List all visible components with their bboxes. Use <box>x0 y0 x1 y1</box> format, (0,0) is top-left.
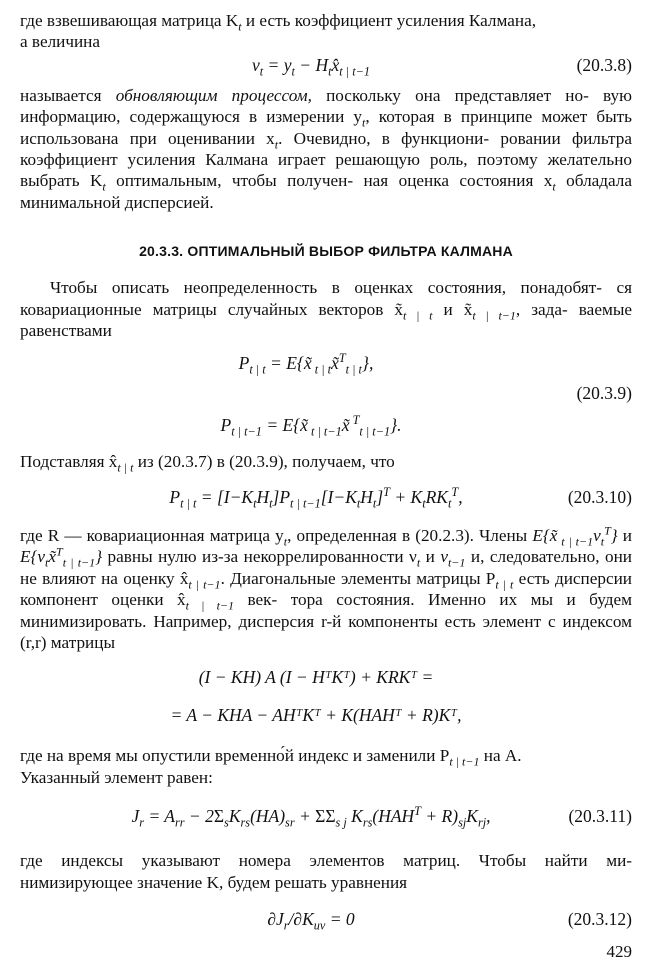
equation-formula: $\partial J_r/\partial K_{uv} = 0$ <box>267 908 355 933</box>
paragraph-intro: где взвешивающая матрица $K_t$ и есть коэффициент усиления Калмана, а величина <box>20 11 537 52</box>
paragraph-substituting: Подставляя $x̂_{t | t}$ из (20.3.7) в (20.3.9), получаем, что <box>20 452 395 475</box>
equation-number: (20.3.12) <box>567 908 632 929</box>
equation-number: (20.3.9) <box>576 383 632 404</box>
equation-number: (20.3.10) <box>567 486 632 507</box>
equation-number: (20.3.8) <box>576 54 632 75</box>
paragraph-covariance-r: где R — ковариационная матрица $y_t$, определенная в (20.2.3). Члены E{x̃ $_{t | t-1}\nu_t^T$} и $E\{\nu_tx̃^T_{t | t-1}\}$ равны нулю из-за некоррелированности $\nu_t$ и $\nu_{t-1}$ и, следовательно, они не влияют на оценку $x̂_{t | t-1}$. Диагональные элементы матрицы $P_{t | t}$ есть дисперсии компонент оценки $x̂_{t | t-1}$ век- тора состояния. Именно их мы и будем минимизировать. Например, дисперсия r-й компоненты есть элемент с индексом (r,r) матрицы <box>20 523 633 652</box>
section-heading: 20.3.3. ОПТИМАЛЬНЫЙ ВЫБОР ФИЛЬТРА КАЛМАНА <box>139 243 513 260</box>
equation-formula: $J_r = A_{rr} - 2\Sigma_sK_{rs}(HA)_{sr} + \Sigma\Sigma_{s j}$ $K_{rs}(HAH^T + R)_{sj}K_{rj}$, <box>131 804 491 830</box>
equation-matrix-line-1 <box>20 667 632 691</box>
emphasis-text: обновляющим процессом, <box>115 85 312 105</box>
equation-number: (20.3.11) <box>568 806 632 827</box>
equation-20-3-10 <box>20 487 632 511</box>
equation-formula: $\nu_t = y_t$ − $H_tx̂_{t | t-1}$ <box>251 54 370 79</box>
book-page <box>20 10 633 961</box>
paragraph-minimizing: где индексы указывают номера элементов матриц. Чтобы найти ми- нимизирующее значение K, будем решать уравнения <box>20 851 632 892</box>
page-number: 429 <box>606 942 632 961</box>
paragraph-innovation: называется обновляющим процессом, поскольку она представляет но- вую информацию, содержащуюся в измерении $y_t$, которая в принципе может быть использована при оценивании $x_t$. Очевидно, в функциони- ровании фильтра коэффициент усиления Калмана играет решающую роль, поэтому желательно выбрать $K_t$ оптимальным, чтобы получен- ная оценка состояния $x_t$ обладала минимальной дисперсией. <box>20 85 633 212</box>
equation-20-3-9 <box>20 353 632 445</box>
equation-formula: $P_{t | t} = [I-K_tH_t]P_{t | t-1}[I-K_tH_t]^T + K_tRK_t^T$, <box>169 485 463 511</box>
equation-20-3-12 <box>20 909 632 933</box>
text-run: где взвешивающая матрица K <box>20 11 239 30</box>
equation-matrix-line-2 <box>20 705 632 729</box>
text-run: и есть коэффициент усиления Калмана, <box>241 11 537 30</box>
equation-formula: (I − KH) A (I − HᵀKᵀ) + KRKᵀ = <box>198 667 434 688</box>
paragraph-covariance: Чтобы описать неопределенность в оценках состояния, понадобят- ся ковариационные матрицы случайных векторов $x̃_{t | t}$ и $x̃_{t | t-1}$, зада- ваемые равенствами <box>20 278 632 341</box>
text-run: а величина <box>20 32 101 52</box>
equation-formula: $P_{t | t-1}$ = E{x̃ $_{t | t-1}$x̃ $^T_{t | t-1}$}. <box>220 413 402 439</box>
equation-formula: = A − KHA − AHᵀKᵀ + K(HAHᵀ + R)Kᵀ, <box>170 705 462 726</box>
equation-formula: $P_{t | t}$ = E{x̃ $_{t | t}$x̃$^T_{t | t}$}, <box>238 351 374 377</box>
equation-20-3-8 <box>20 55 632 79</box>
equation-20-3-11 <box>20 806 632 836</box>
paragraph-time-index: где на время мы опустили временно́й индекс и заменили $P_{t | t-1}$ на A. Указанный элемент равен: <box>20 746 522 787</box>
